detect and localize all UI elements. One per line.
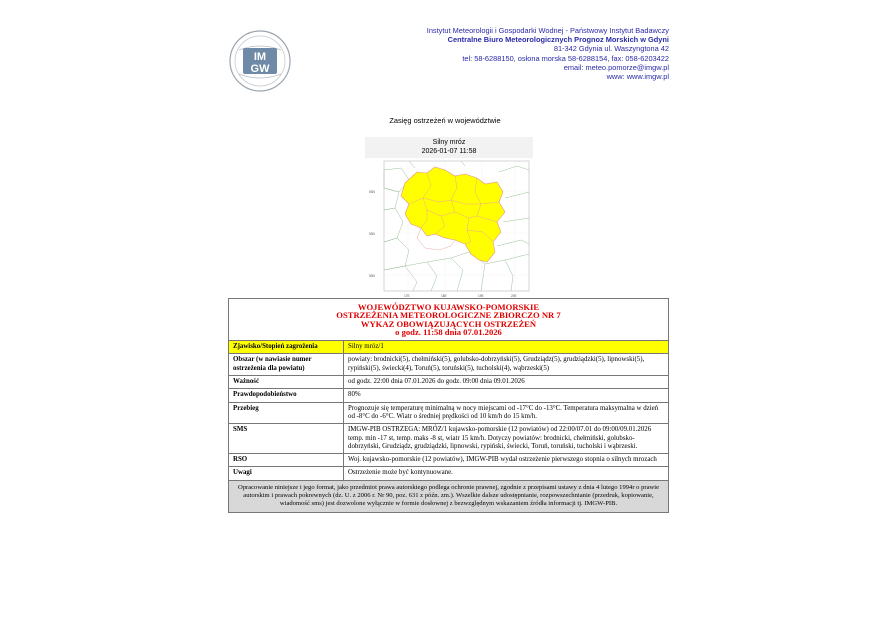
lat-label-1: 53N (369, 190, 375, 194)
row-label-area: Obszar (w nawiasie numer ostrzeżenia dla powiatu) (229, 354, 344, 376)
title-warnings: OSTRZEŻENIA METEOROLOGICZNE ZBIORCZO NR 7 (336, 310, 561, 321)
copyright-note: Opracowanie niniejsze i jego format, jako przedmiot prawa autorskiego podlega ochronie prawnej, zgodnie z przepisami ustawy z dnia 4 lutego 1994r o prawie autorskim i prawach pokrewnych (dz. U. z 2006 r. Nr 90, poz. 631 z późn. zm.). Wszelkie dalsze udostępnianie, rozpowszechnianie (przedruk, kopiowanie, wiadomość sms) jest dozwolone wyłącznie w formie dosłownej z bezwzględnym wskazaniem źródła informacji tj. IMGW-PIB. (229, 480, 669, 512)
warning-table (228, 298, 669, 513)
header-line-address: 81-342 Gdynia ul. Waszyngtona 42 (553, 44, 669, 54)
row-value-phenomenon: Silny mróz/1 (344, 341, 669, 354)
row-value-area: powiaty: brodnicki(5), chełmiński(5), golubsko-dobrzyński(5), Grudziądz(5), grudziądzki(5), lipnowski(5), rypiński(5), świecki(4), Toruń(5), toruński(5), tucholski(4), wąbrzeski(5) (344, 354, 669, 376)
warning-map (365, 158, 533, 298)
row-value-rso: Woj. kujawsko-pomorskie (12 powiatów), IMGW-PIB wydał ostrzeżenie pierwszego stopnia o silnych mrozach (344, 454, 669, 467)
header-line-phone: tel: 58-6288150, osłona morska 58-6288154, fax: 058-6203422 (462, 53, 669, 63)
footer-row (229, 480, 669, 512)
table-row (229, 376, 669, 389)
logo-text-top: IM (253, 51, 267, 63)
table-row (229, 454, 669, 467)
table-row (229, 389, 669, 402)
lat-label-3: 53N (369, 274, 375, 278)
lat-label-2: 53N (369, 232, 375, 236)
row-value-remarks: Ostrzeżenie może być kontynuowane. (344, 467, 669, 480)
lon-label-2: 18E (441, 294, 447, 298)
row-label-remarks: Uwagi (229, 467, 344, 480)
row-label-validity: Ważność (229, 376, 344, 389)
table-row (229, 424, 669, 454)
row-value-sms: IMGW-PIB OSTRZEGA: MRÓZ/1 kujawsko-pomorskie (12 powiatów) od 22:00/07.01 do 09:00/09.01.2026 temp. min -17 st, temp. maks -8 st, wiatr 15 km/h. Dotyczy powiatów: brodnicki, chełmiński, golubsko-dobrzyński, Grudziądz, grudziądzki, lipnowski, rypiński, świecki, Toruń, toruński, tucholski i wąbrzeski. (344, 424, 669, 454)
title-region: WOJEWÓDZTWO KUJAWSKO-POMORSKIE (357, 302, 540, 312)
map-phenomenon: Silny mróz (432, 139, 466, 146)
table-row (229, 341, 669, 354)
row-value-course: Prognozuje się temperaturę minimalną w nocy miejscami od -17°C do -13°C. Temperatura maksymalna w dzień od -8°C do -6°C. Wiatr o średniej prędkości od 10 km/h do 15 km/h. (344, 402, 669, 424)
row-label-rso: RSO (229, 454, 344, 467)
lon-label-3: 19E (478, 294, 484, 298)
table-row (229, 467, 669, 480)
header-line-institute: Instytut Meteorologii i Gospodarki Wodnej - Państwowy Instytut Badawczy (426, 26, 669, 35)
header-line-office: Centralne Biuro Meteorologicznych Prognoz Morskich w Gdyni (447, 35, 669, 45)
map-datetime: 2026-01-07 11:58 (421, 148, 477, 155)
row-label-phenomenon: Zjawisko/Stopień zagrożenia (229, 341, 344, 354)
map-subtitle: Zasięg ostrzeżeń w województwie (389, 116, 501, 125)
institute-header (427, 26, 669, 81)
map-caption (365, 137, 533, 158)
row-value-probability: 80% (344, 389, 669, 402)
row-label-probability: Prawdopodobieństwo (229, 389, 344, 402)
row-label-sms: SMS (229, 424, 344, 454)
title-time: o godz. 11:58 dnia 07.01.2026 (395, 326, 502, 337)
title-list: WYKAZ OBOWIĄZUJĄCYCH OSTRZEŻEŃ (360, 318, 537, 329)
table-row (229, 354, 669, 376)
header-line-email: email: meteo.pomorze@imgw.pl (563, 62, 669, 72)
warning-title-row (229, 299, 669, 341)
header-line-www: www: www.imgw.pl (606, 72, 669, 82)
table-row (229, 402, 669, 424)
imgw-logo (229, 30, 291, 92)
logo-text-bottom: GW (250, 63, 270, 75)
lon-label-1: 17E (404, 294, 410, 298)
row-label-course: Przebieg (229, 402, 344, 424)
warning-title (229, 299, 669, 341)
row-value-validity: od godz. 22:00 dnia 07.01.2026 do godz. 09:00 dnia 09.01.2026 (344, 376, 669, 389)
lon-label-4: 20E (511, 294, 517, 298)
